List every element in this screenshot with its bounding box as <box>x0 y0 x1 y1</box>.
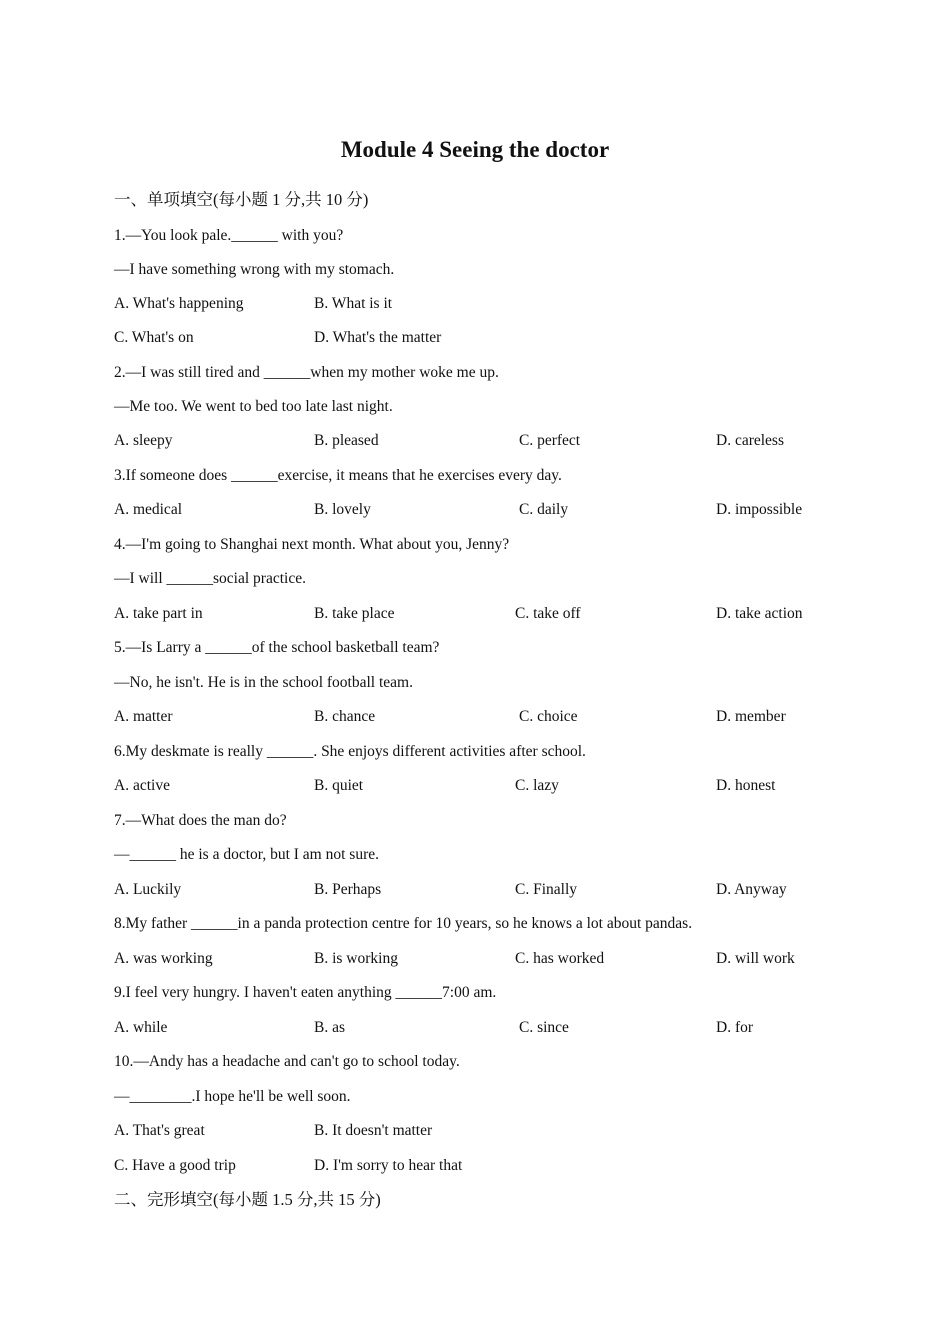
section-heading-cloze: 二、完形填空(每小题 1.5 分,共 15 分) <box>114 1190 381 1209</box>
question-4-option-d: D. take action <box>716 605 803 622</box>
question-5-option-c: C. choice <box>519 708 578 725</box>
question-1-option-b: B. What is it <box>314 295 393 312</box>
question-3-option-b: B. lovely <box>314 501 371 518</box>
question-3-option-c: C. daily <box>519 501 569 518</box>
question-1-stem: 1.—You look pale.______ with you? <box>114 227 344 244</box>
question-10-stem: 10.—Andy has a headache and can't go to school today. <box>114 1053 460 1070</box>
question-9-stem: 9.I feel very hungry. I haven't eaten anything ______7:00 am. <box>114 984 497 1001</box>
question-8-option-a: A. was working <box>114 950 213 967</box>
question-7-stem: 7.—What does the man do? <box>114 812 287 829</box>
question-6-option-c: C. lazy <box>515 777 559 794</box>
question-10-option-b: B. It doesn't matter <box>314 1122 433 1139</box>
question-6-option-d: D. honest <box>716 777 776 794</box>
question-10-option-a: A. That's great <box>114 1122 205 1139</box>
question-7-option-b: B. Perhaps <box>314 881 382 898</box>
question-6-option-b: B. quiet <box>314 777 364 794</box>
question-5-option-d: D. member <box>716 708 786 725</box>
question-2-option-c: C. perfect <box>519 432 581 449</box>
question-5-reply: —No, he isn't. He is in the school football team. <box>114 674 413 691</box>
question-9-option-b: B. as <box>314 1019 345 1036</box>
question-8-option-d: D. will work <box>716 950 795 967</box>
question-3-stem: 3.If someone does ______exercise, it means that he exercises every day. <box>114 467 562 484</box>
question-3-option-d: D. impossible <box>716 501 803 518</box>
question-9-option-d: D. for <box>716 1019 754 1036</box>
question-8-option-b: B. is working <box>314 950 398 967</box>
question-7-option-d: D. Anyway <box>716 881 787 898</box>
question-1-option-c: C. What's on <box>114 329 194 346</box>
question-4-option-b: B. take place <box>314 605 395 622</box>
question-5-option-a: A. matter <box>114 708 173 725</box>
page-title: Module 4 Seeing the doctor <box>340 137 610 162</box>
question-10-option-d: D. I'm sorry to hear that <box>314 1157 463 1174</box>
question-4-option-c: C. take off <box>515 605 581 622</box>
question-7-option-a: A. Luckily <box>114 881 182 898</box>
question-1-option-d: D. What's the matter <box>314 329 442 346</box>
question-7-reply: —______ he is a doctor, but I am not sure. <box>114 846 379 863</box>
question-8-stem: 8.My father ______in a panda protection centre for 10 years, so he knows a lot about pandas. <box>114 915 693 932</box>
question-5-option-b: B. chance <box>314 708 376 725</box>
question-2-option-a: A. sleepy <box>114 432 173 449</box>
question-2-option-d: D. careless <box>716 432 784 449</box>
question-4-stem: 4.—I'm going to Shanghai next month. What about you, Jenny? <box>114 536 510 553</box>
question-6-option-a: A. active <box>114 777 170 794</box>
question-10-reply: —________.I hope he'll be well soon. <box>114 1088 351 1105</box>
question-9-option-a: A. while <box>114 1019 168 1036</box>
question-4-option-a: A. take part in <box>114 605 203 622</box>
question-6-stem: 6.My deskmate is really ______. She enjoys different activities after school. <box>114 743 586 760</box>
question-1-reply: —I have something wrong with my stomach. <box>114 261 395 278</box>
question-5-stem: 5.—Is Larry a ______of the school basketball team? <box>114 639 440 656</box>
question-2-reply: —Me too. We went to bed too late last night. <box>114 398 393 415</box>
question-8-option-c: C. has worked <box>515 950 605 967</box>
question-1-option-a: A. What's happening <box>114 295 244 312</box>
question-2-stem: 2.—I was still tired and ______when my mother woke me up. <box>114 364 499 381</box>
question-10-option-c: C. Have a good trip <box>114 1157 236 1174</box>
question-4-reply: —I will ______social practice. <box>114 570 306 587</box>
question-7-option-c: C. Finally <box>515 881 578 898</box>
question-3-option-a: A. medical <box>114 501 183 518</box>
section-heading-single-choice: 一、单项填空(每小题 1 分,共 10 分) <box>114 190 369 209</box>
question-2-option-b: B. pleased <box>314 432 379 449</box>
question-9-option-c: C. since <box>519 1019 569 1036</box>
